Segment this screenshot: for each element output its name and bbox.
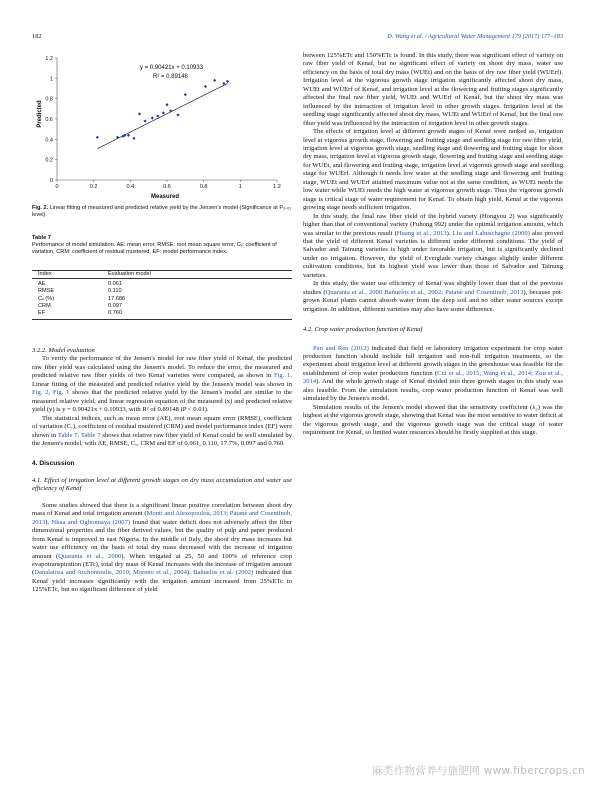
data-point: [162, 111, 165, 114]
data-point: [116, 136, 119, 139]
x-tick-label: 0.8: [199, 184, 208, 190]
figure-link[interactable]: Fig. 1: [52, 389, 70, 397]
data-point: [156, 114, 159, 117]
data-point: [127, 134, 130, 137]
citation-link[interactable]: Huang et al., 2013: [396, 229, 447, 237]
table-7-caption-text: Performance of model simulation. AE: mean error, RMSE: root mean square error, Cᵥ: coefficient of variation, CRM: coefficient of residual mustered, EF: model performance index.: [32, 242, 277, 255]
data-point: [176, 113, 179, 116]
citation-link[interactable]: Danalatosa and Archontoulis, 2010; Moreno et al., 2004: [34, 569, 187, 577]
r-squared-label: R² = 0.89148: [153, 74, 188, 80]
left-column-body: [32, 347, 292, 595]
y-tick-label: 0.8: [45, 96, 53, 103]
table-row: RMSE 0.110: [38, 288, 122, 295]
paragraph: To verify the performance of the Jensen's model for raw fiber yield of Kenaf, the predicted raw fiber yield was calculated using the Jensen's model. To reduce the error, the measured and predicted relative raw fiber yields of two Kenaf varieties were compared, as shown in Fig. 1. Linear fitting of the measured and predicted relative yield by the Jensen's model was shown in Fig. 2, Fig. 1 shows that the predicted relative yield by the Jensen's model are similar to the measured relative yield, and linear regression equation of the measured (x) and predicted relative yield (y) is y = 0.90421x + 0.10933, with R² of 0.89148 (P < 0.01).: [32, 355, 293, 414]
data-point: [169, 109, 172, 112]
figure-2-scatter-chart: [32, 52, 292, 202]
data-point: [138, 112, 141, 115]
x-tick-label: 0: [55, 184, 59, 190]
y-tick-label: 0: [49, 178, 53, 184]
paragraph: The statistical indices, such as mean error (AE), root mean square error (RMSE), coefficient of variation (Cᵥ), coefficient of residual mustered (CRM) and model performance index (EF) were shown in Table 7. Table 7 shows that relative raw fiber yield of Kenaf could be well simulated by the Jensen's model, with AE, RMSE, Cᵥ, CRM and EF of 0.061, 0.110, 17.7%, 0.097 and 0.760.: [32, 414, 292, 447]
data-point: [184, 93, 187, 96]
citation-link[interactable]: Cui et al., 2015; Wang et al., 2014; Zou et al., 2014: [303, 369, 563, 386]
section-4-2-title: 4.2. Crop water production function of Kenaf: [303, 326, 423, 334]
data-point: [151, 116, 154, 119]
section-4-1-title: 4.1. Effect of irrigation level at different growth stages on dry mass accumulation and water use efficiency of Kenaf: [32, 476, 292, 493]
x-tick-label: 0.6: [163, 184, 171, 190]
trendline: [97, 83, 227, 148]
regression-equation: y = 0.90421x + 0.10933: [140, 65, 204, 71]
table-7-caption: [32, 235, 292, 256]
column-header: Evaluation model: [108, 271, 151, 277]
section-4-title: 4. Discussion: [32, 460, 75, 468]
paragraph: Some studies showed that there is a significant linear positive correlation between shoot dry mass of Kenaf and total irrigation amount (Monti and Alexopoulou, 2013; Patanè and Cosentinob, 2013). Nkaa and Ogbonnaya (2007) found that water deficit does not adversely affect the fiber dimensional properties and the fiber derived values, but the quality of pulp and paper produced from Kenaf is improved in east Nigeria. In the middle of Italy, the shoot dry mass increases but water use efficiency on the basis of total dry mass decreased with the increase of irrigation amount (Quaranta et al., 2000). When irrigated at 25, 50 and 100% of reference crop evapotranspiration (ETc), total dry mass of Kenaf increases with the increase of irrigation amount (Danalatosa and Archontoulis, 2010; Moreno et al., 2004). Bañuelos et al. (2002) indicated that Kenaf yield increases significantly with the irrigation amount increased from 25%ETc to 125%ETc, but no significant difference of yield: [32, 501, 293, 594]
table-7-title: Table 7: [32, 235, 51, 241]
table-link[interactable]: Table 7: [80, 431, 101, 439]
table-header-row: [32, 271, 292, 278]
data-point: [132, 137, 135, 140]
citation-link[interactable]: Quaranta et al., 2000: [58, 552, 122, 560]
paragraph: The effects of irrigation level at different growth stages of Kenaf were ranked as, irrigation level at vigorous growth stage, flowering and fruiting stage and seedling stage for raw fiber yield, irrigation level at vigorous growth stage, seedling stage and flowering and fruiting stage for shoot dry mass, irrigation level at vigorous growth stage, flowering and fruiting stage and seedling stage for WUEt, and flowering and fruiting stage, irrigation level at vigorous growth stage and seedling stage for WUErf. Although it needs low water at the seedling stage and flowering and fruiting stage, WUEt and WUErf attained maximum value not at the same condition, as WUEt needs the low water while WUEt needs the high water at vigorous growth stage. Thus the vigorous growth stage is critical stage of water requirement for Kenaf. To obtain high yield, Kenaf at the vigorous growing stage needs sufficient irrigation.: [303, 128, 563, 212]
data-point: [213, 79, 216, 82]
citation-link[interactable]: Monti and Alexopoulou, 2013; Patanè and Cosentinob, 2013: [32, 510, 292, 526]
data-point: [204, 85, 207, 88]
paragraph: In this study, the water use efficiency of Kenaf was slightly lower than that of the previous studies (Quaranta et al., 2000 Bañuelos et al., 2002; Patanè and Cosentinob, 2013), because pot-grown Kenaf plants cannot absorb water from the deep soil and no other water sources except irrigation. In addition, different varieties may also have some difference.: [303, 280, 563, 313]
y-tick-label: 0.4: [45, 137, 53, 144]
site-watermark: 麻类作物营养与施肥网 www.fibercrops.cn: [372, 765, 585, 777]
data-point: [96, 136, 99, 139]
y-tick-label: 1.2: [45, 56, 53, 62]
y-tick-label: 1: [49, 76, 53, 83]
x-tick-label: 1: [238, 184, 242, 190]
right-column-body: [303, 52, 563, 437]
data-point: [143, 119, 146, 122]
journal-citation[interactable]: D. Wang et al. / Agricultural Water Management 179 (2017) 177–183: [387, 33, 563, 40]
table-7: [32, 270, 292, 320]
column-header: Index: [38, 271, 52, 277]
paragraph: Simulation results of the Jensen's model showed that the sensitivity coefficient (λ₂) was the highest at the vigorous growth stage, showing that Kenaf was the most sensitive to water deficit at the vigorous growth stage, and the vigorous growth stage was the critical stage of water requirement for Kenaf, so limited water resources should be firstly supplied at this stage.: [303, 403, 563, 437]
x-tick-label: 1.2: [273, 184, 281, 190]
citation-link[interactable]: Quaranta et al., 2000 Bañuelos et al., 2002; Patanè and Cosentinob, 2013: [325, 288, 524, 296]
figure-2-label: Fig. 2.: [32, 205, 49, 211]
citation-link[interactable]: Liu and Labuschagne (2009): [452, 229, 530, 237]
section-3-2-2-title: 3.2.2. Model evaluation: [32, 347, 95, 354]
table-link[interactable]: Table 7: [57, 431, 78, 439]
table-row: Cᵥ (%) 17.686: [38, 295, 126, 302]
table-row: CRM 0.097: [38, 302, 122, 309]
x-tick-label: 0.2: [89, 184, 98, 190]
figure-link[interactable]: Fig. 2: [32, 389, 49, 397]
figure-2-caption-text: Linear fitting of measured and predicted relative yield by the Jensen's model (Significance at P₀.₀₁ level).: [32, 205, 292, 218]
data-point: [226, 80, 229, 83]
figure-link[interactable]: Fig. 1: [273, 372, 291, 380]
citation-link[interactable]: Pan and Ren (2012): [313, 344, 369, 352]
running-header: [32, 33, 563, 45]
paragraph: Pan and Ren (2012) indicated that field or laboratory irrigation experiment for crop water production function should include full irrigation and non-full irrigation treatments, so the experiment about irrigation level at different growth stages in the greenhouse was feasible for the establishment of crop water production function (Cui et al., 2015; Wang et al., 2014; Zou et al., 2014). And the whole growth stage of Kenaf divided into three growth stages in this study was also feasible. From the simulation results, crop water production function of Kenaf was well simulated by the Jensen's model.: [303, 344, 563, 403]
x-axis-label: Measured: [150, 194, 180, 200]
x-tick-label: 0.4: [126, 184, 135, 190]
citation-link[interactable]: Nkaa and Ogbonnaya (2007): [51, 518, 131, 526]
citation-link[interactable]: Bañuelos et al. (2002): [193, 569, 254, 577]
data-point: [165, 103, 168, 106]
y-axis-label: Predicted: [37, 100, 43, 128]
figure-2-caption: [32, 205, 292, 219]
table-row: EF 0.760: [38, 309, 122, 316]
y-tick-label: 0.2: [45, 157, 53, 164]
page-number: 182: [32, 33, 42, 40]
table-row: AE 0.061: [38, 281, 122, 288]
paragraph: between 125%ETc and 150%ETc is found. In this study, there was significant effect of variety on raw fiber yield of Kenaf, but no significant effect of variety on shoot dry mass, water use efficiency on the basis of total dry mass (WUEt) and on the basis of dry raw fiber yield (WUErf). Irrigation level at the vigorous growth stage irrigation significantly affected shoot dry mass, WUEt and WUErf of Kenaf, and irrigation level at the flowering and fruiting stages significantly affected the final raw fiber yield, WUEt and WUErf of Kenaf, but the shoot dry mass was influenced by the interaction of irrigation level in other growth stages. Irrigation level at the seedling stage significantly affected shoot dry mass, WUEt and WUErf of Kenaf, but the final raw fiber yield was influenced by the interaction of irrigation level in other growth stages.: [303, 52, 563, 127]
y-tick-label: 0.6: [45, 117, 53, 123]
paragraph: In this study, the final raw fiber yield of the hybrid variety (Hongyou 2) was significantly higher than that of conventional variety (Fuhong 992) under the optimal irrigation amount, which was similar to the previous result (Huang et al., 2013). Liu and Labuschagne (2009) also proved that the yield of different Kenaf varieties is different under different conditions. The yield of Salvador and Tainung varieties is high under favorable irrigation, but is significantly declined under no irrigation. However, the yield of Everglade variety changes slightly under different cultivation conditions, but its highest yield was lower than those of Salvador and Tainung varieties.: [303, 212, 563, 279]
